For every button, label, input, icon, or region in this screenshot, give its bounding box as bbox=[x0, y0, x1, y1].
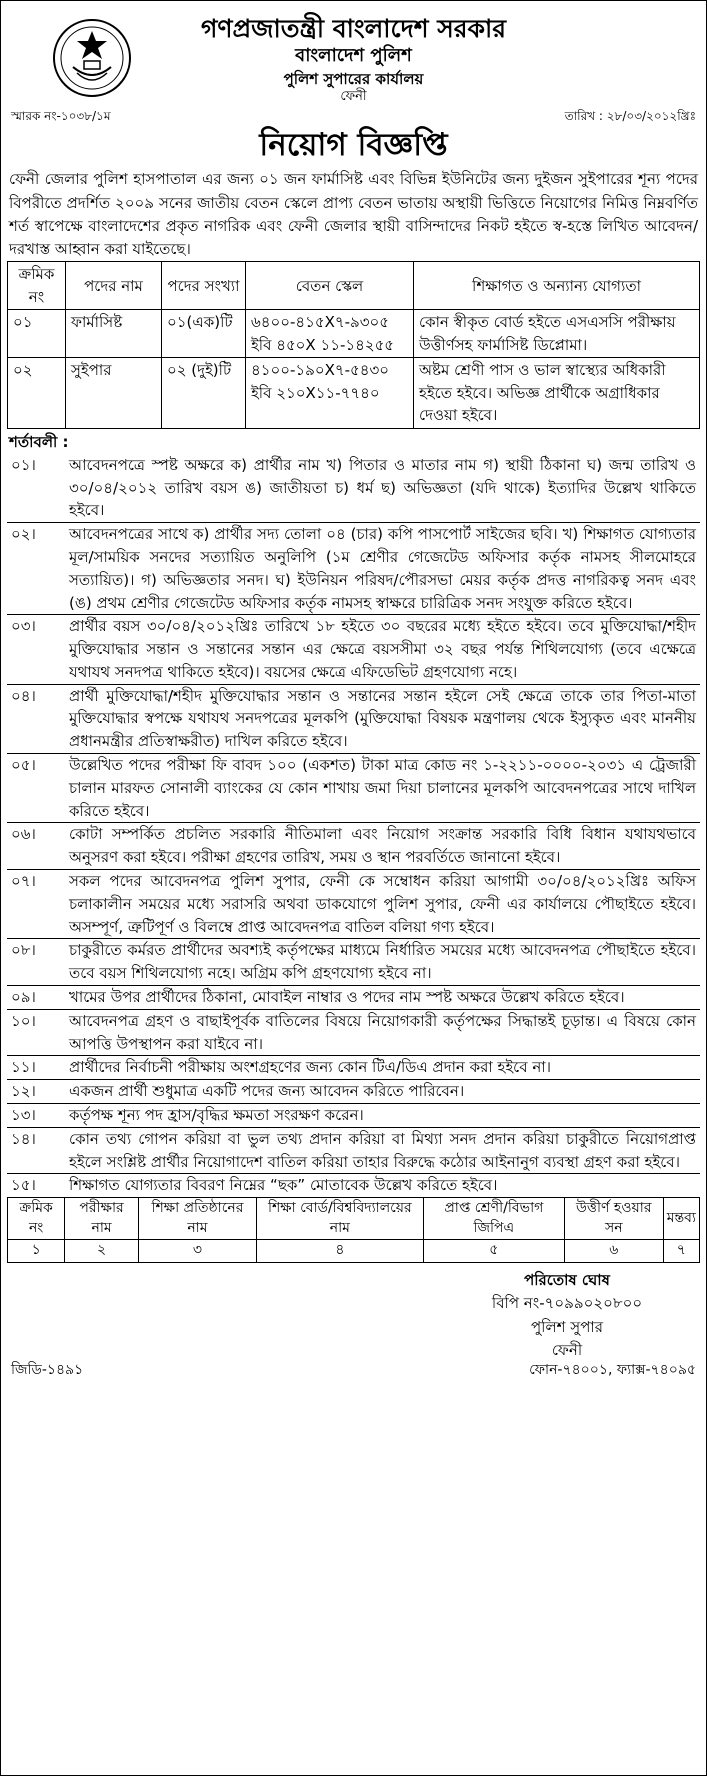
posts-header-cell: পদের নাম bbox=[66, 262, 162, 310]
condition-number: ০৫। bbox=[11, 756, 36, 775]
conditions-title: শর্তাবলী : bbox=[9, 432, 69, 451]
posts-header-cell: বেতন স্কেল bbox=[246, 262, 414, 310]
posts-header-cell: শিক্ষাগত ও অন্যান্য যোগ্যতা bbox=[414, 262, 700, 310]
list-item bbox=[7, 753, 700, 822]
education-header-cell: প্রাপ্ত শ্রেণী/বিভাগ জিপিএ bbox=[423, 1198, 564, 1240]
list-item bbox=[7, 684, 700, 753]
education-header-cell: ক্রমিক নং bbox=[8, 1198, 65, 1240]
condition-number: ০৪। bbox=[11, 686, 36, 705]
bangladesh-police-seal-icon bbox=[51, 17, 133, 99]
memo-date: তারিখ : ২৮/০৩/২০১২খ্রিঃ bbox=[564, 109, 696, 123]
condition-number: ১৪। bbox=[11, 1129, 36, 1148]
signature-block bbox=[447, 1269, 687, 1362]
education-cell: ৬ bbox=[564, 1240, 663, 1263]
organization-name: বাংলাদেশ পুলিশ bbox=[295, 45, 412, 67]
list-item bbox=[7, 1103, 700, 1127]
posts-cell: সুইপার bbox=[66, 358, 162, 429]
office-name: পুলিশ সুপারের কার্যালয় bbox=[283, 69, 424, 88]
posts-cell: ৬৪০০-৪১৫X৭-৯৩০৫ ইবি ৪৫০X ১১-১৪২৫৫ bbox=[246, 310, 414, 358]
posts-header-cell: ক্রমিক নং bbox=[8, 262, 66, 310]
condition-text: প্রার্থীদের নির্বাচনী পরীক্ষায় অংশগ্রহণের জন্য কোন টিএ/ডিএ প্রদান করা হইবে না। bbox=[69, 1058, 551, 1077]
signatory-designation: পুলিশ সুপার bbox=[531, 1317, 603, 1336]
list-item bbox=[7, 1079, 700, 1103]
posts-cell: কোন স্বীকৃত বোর্ড হইতে এসএসসি পরীক্ষায় উত্তীর্ণসহ ফার্মাসিষ্ট ডিপ্লোমা। bbox=[414, 310, 700, 358]
condition-number: ০৭। bbox=[11, 872, 36, 891]
education-header-cell: শিক্ষা বোর্ড/বিশ্ববিদ্যালয়ের নাম bbox=[256, 1198, 423, 1240]
education-header-row bbox=[8, 1198, 700, 1240]
condition-text: শিক্ষাগত যোগ্যতার বিবরণ নিম্নের “ছক” মোতাবেক উল্লেখ করিতে হইবে। bbox=[69, 1176, 498, 1195]
intro-paragraph: ফেনী জেলার পুলিশ হাসপাতাল এর জন্য ০১ জন ফার্মাসিষ্ট এবং বিভিন্ন ইউনিটের জন্য দুইজন সুইপারের শূন্য পদের বিপরীতে প্রদর্শিত ২০০৯ সনের জাতীয় বেতন স্কেলে প্রাপ্য বেতন ভাতায় অস্থায়ী ভিত্তিতে নিয়োগের নিমিত্ত নিম্নবর্ণিত শর্ত স্বাপেক্ষে বাংলাদেশের প্রকৃত নাগরিক এবং ফেনী জেলার স্থায়ী বাসিন্দাদের নিকট হইতে স্ব-হস্তে লিখিত আবেদন/দরখাস্ত আহ্বান করা যাইতেছে। bbox=[9, 170, 698, 259]
letterhead bbox=[7, 13, 700, 113]
education-cell: ৭ bbox=[663, 1240, 699, 1263]
education-header-cell: মন্তব্য bbox=[663, 1198, 699, 1240]
condition-text: একজন প্রার্থী শুধুমাত্র একটি পদের জন্য আবেদন করিতে পারিবেন। bbox=[69, 1082, 465, 1101]
education-header-cell: শিক্ষা প্রতিষ্ঠানের নাম bbox=[138, 1198, 256, 1240]
education-cell: ৪ bbox=[256, 1240, 423, 1263]
list-item bbox=[7, 1173, 700, 1197]
condition-text: আবেদনপত্র গ্রহণ ও বাছাইপূর্বক বাতিলের বিষয়ে নিয়োগকারী কর্তৃপক্ষের সিদ্ধান্তই চূড়ান্ত। এ বিষয়ে কোন আপত্তি উপস্থাপন করা যাইবে না। bbox=[69, 1011, 696, 1053]
condition-text: উল্লেখিত পদের পরীক্ষা ফি বাবদ ১০০ (একশত) টাকা মাত্র কোড নং ১-২২১১-০০০০-২০৩১ এ ট্রেজারী চালান মারফত সোনালী ব্যাংকের যে কোন শাখায় জমা দিয়া চালানের মূলকপি আবেদনপত্রের সাথে দাখিল করিতে হইবে। bbox=[69, 756, 696, 820]
table-row bbox=[8, 358, 700, 429]
education-cell: ৩ bbox=[138, 1240, 256, 1263]
condition-number: ০৯। bbox=[11, 988, 36, 1007]
list-item bbox=[7, 985, 700, 1009]
list-item bbox=[7, 869, 700, 938]
list-item bbox=[7, 454, 700, 522]
condition-text: প্রার্থী মুক্তিযোদ্ধা/শহীদ মুক্তিযোদ্ধার সন্তান ও সন্তানের সন্তান হইলে সেই ক্ষেত্রে তাকে তার পিতা-মাতা মুক্তিযোদ্ধার স্বপক্ষে যথাযথ সনদপত্রের মূলকপি (মুক্তিযোদ্ধা বিষয়ক মন্ত্রণালয় থেকে ইস্যুকৃত এবং মাননীয় প্রধানমন্ত্রীর প্রতিস্বাক্ষরীত) দাখিল করিতে হইবে। bbox=[69, 686, 696, 751]
posts-cell: ০২ (দুই)টি bbox=[162, 358, 246, 429]
posts-cell: অষ্টম শ্রেণী পাস ও ভাল স্বাস্থ্যের অধিকারী হইতে হইবে। অভিজ্ঞ প্রার্থীকে অগ্রাধিকার দেওয়া হইবে। bbox=[414, 358, 700, 429]
condition-text: কোটা সম্পর্কিত প্রচলিত সরকারি নীতিমালা এবং নিয়োগ সংক্রান্ত সরকারি বিধি বিধান যথাযথভাবে অনুসরণ করা হইবে। পরীক্ষা গ্রহণের তারিখ, সময় ও স্থান পরবর্তিতে জানানো হইবে। bbox=[69, 825, 696, 867]
list-item bbox=[7, 1055, 700, 1079]
education-cell: ১ bbox=[8, 1240, 65, 1263]
notice-title: নিয়োগ বিজ্ঞপ্তি bbox=[259, 127, 448, 164]
table-row bbox=[8, 310, 700, 358]
condition-text: খামের উপর প্রার্থীদের ঠিকানা, মোবাইল নাম্বার ও পদের নাম স্পষ্ট অক্ষরে উল্লেখ করিতে হইবে। bbox=[69, 988, 625, 1007]
condition-number: ১৫। bbox=[11, 1176, 36, 1195]
memo-ref: স্মারক নং-১০৩৮/১ম bbox=[11, 109, 111, 123]
condition-text: চাকুরীতে কর্মরত প্রার্থীদের অবশ্যই কর্তৃপক্ষের মাধ্যমে নির্ধারিত সময়ের মধ্যে আবেদনপত্র পৌছাইতে হইবে। তবে বয়স শিথিলযোগ্য নহে। অগ্রিম কপি গ্রহণযোগ্য হইবে না। bbox=[69, 941, 696, 983]
list-item bbox=[7, 822, 700, 869]
list-item bbox=[7, 938, 700, 985]
condition-number: ১২। bbox=[11, 1082, 36, 1101]
education-table bbox=[7, 1197, 700, 1263]
posts-header-row bbox=[8, 262, 700, 310]
footer-line bbox=[7, 1360, 700, 1381]
posts-header-cell: পদের সংখ্যা bbox=[162, 262, 246, 310]
education-cell: ৫ bbox=[423, 1240, 564, 1263]
posts-cell: ০১(এক)টি bbox=[162, 310, 246, 358]
dg-number: জিডি-১৪৯১ bbox=[11, 1362, 84, 1378]
condition-text: প্রার্থীর বয়স ৩০/০৪/২০১২খ্রিঃ তারিখে ১৮ হইতে ৩০ বছরের মধ্যে হইতে হইবে। তবে মুক্তিযোদ্ধা/শহীদ মুক্তিযোদ্ধার সন্তান ও সন্তানের সন্তান এর ক্ষেত্রে বয়সসীমা ৩২ বছর পর্যন্ত শিথিলযোগ্য (তবে এক্ষেত্রে যথাযথ সনদপত্র থাকিতে হইবে)। বয়সের ক্ষেত্রে এফিডেভিট গ্রহণযোগ্য নহে। bbox=[69, 617, 696, 681]
education-cell: ২ bbox=[65, 1240, 139, 1263]
posts-cell: ০১ bbox=[8, 310, 66, 358]
condition-number: ০৬। bbox=[11, 825, 36, 844]
condition-text: আবেদনপত্রের সাথে ক) প্রার্থীর সদ্য তোলা ০৪ (চার) কপি পাসপোর্ট সাইজের ছবি। খ) শিক্ষাগত যোগ্যতার মূল/সাময়িক সনদের সত্যায়িত অনুলিপি (১ম শ্রেণীর গেজেটেড অফিসার কর্তৃক নামসহ সীলমোহরে সত্যায়িত)। গ) অভিজ্ঞতার সনদ। ঘ) ইউনিয়ন পরিষদ/পৌরসভা মেয়র কর্তৃক প্রদত্ত নাগরিকত্ব সনদ এবং (ঙ) প্রথম শ্রেণীর গেজেটেড অফিসার কর্তৃক নামসহ স্বাক্ষরে চারিত্রিক সনদ সংযুক্ত করিতে হইবে। bbox=[69, 525, 696, 612]
condition-number: ১৩। bbox=[11, 1106, 36, 1125]
condition-number: ০২। bbox=[11, 525, 36, 544]
list-item bbox=[7, 522, 700, 614]
education-header-cell: উত্তীর্ণ হওয়ার সন bbox=[564, 1198, 663, 1240]
list-item bbox=[7, 614, 700, 683]
table-row bbox=[8, 1240, 700, 1263]
signatory-bp: বিপি নং-৭০৯৯০২০৮০০ bbox=[491, 1294, 643, 1313]
education-header-cell: পরীক্ষার নাম bbox=[65, 1198, 139, 1240]
contact-info: ফোন-৭৪০০১, ফ্যাক্স-৭৪০৯৫ bbox=[529, 1362, 696, 1378]
posts-cell: ৪১০০-১৯০X৭-৫৪৩০ ইবি ২১০X১১-৭৭৪০ bbox=[246, 358, 414, 429]
posts-cell: ০২ bbox=[8, 358, 66, 429]
posts-cell: ফার্মাসিষ্ট bbox=[66, 310, 162, 358]
condition-text: আবেদনপত্রে স্পষ্ট অক্ষরে ক) প্রার্থীর নাম খ) পিতার ও মাতার নাম গ) স্থায়ী ঠিকানা ঘ) জন্ম তারিখ ও ৩০/০৪/২০১২ তারিখ বয়স ঙ) জাতীয়তা চ) ধর্ম ছ) অভিজ্ঞতা (যদি থাকে) ইত্যাদির উল্লেখ থাকিতে হইবে। bbox=[69, 455, 696, 520]
condition-number: ১০। bbox=[11, 1011, 36, 1030]
signatory-name: পরিতোষ ঘোষ bbox=[524, 1271, 610, 1289]
district-name: ফেনী bbox=[340, 88, 367, 104]
conditions-list bbox=[7, 454, 700, 1198]
signatory-district: ফেনী bbox=[551, 1340, 583, 1359]
government-name: গণপ্রজাতন্ত্রী বাংলাদেশ সরকার bbox=[201, 14, 506, 43]
posts-table bbox=[7, 261, 700, 429]
condition-number: ১১। bbox=[11, 1058, 36, 1077]
condition-text: কোন তথ্য গোপন করিয়া বা ভুল তথ্য প্রদান করিয়া বা মিথ্যা সনদ প্রদান করিয়া চাকুরীতে নিয়োগপ্রাপ্ত হইলে সংশ্লিষ্ট প্রার্থীর নিয়োগাদেশ বাতিল করিয়া তাহার বিরুদ্ধে কঠোর আইনানুগ ব্যবস্থা গ্রহণ করা হইবে। bbox=[69, 1129, 696, 1171]
condition-text: কর্তৃপক্ষ শূন্য পদ হ্রাস/বৃদ্ধির ক্ষমতা সংরক্ষণ করেন। bbox=[69, 1106, 364, 1125]
list-item bbox=[7, 1127, 700, 1174]
condition-text: সকল পদের আবেদনপত্র পুলিশ সুপার, ফেনী কে সম্বোধন করিয়া আগামী ৩০/০৪/২০১২খ্রিঃ অফিস চলাকালীন সময়ের মধ্যে সরাসরি অথবা ডাকযোগে পুলিশ সুপার, ফেনী এর কার্যালয়ে পৌছাইতে হইবে। অসম্পূর্ণ, ত্রুটিপূর্ণ ও বিলম্বে প্রাপ্ত আবেদনপত্র বাতিল বলিয়া গণ্য হইবে। bbox=[69, 872, 696, 936]
condition-number: ০৮। bbox=[11, 941, 36, 960]
list-item bbox=[7, 1009, 700, 1056]
condition-number: ০৩। bbox=[11, 617, 36, 636]
condition-number: ০১। bbox=[11, 455, 36, 474]
